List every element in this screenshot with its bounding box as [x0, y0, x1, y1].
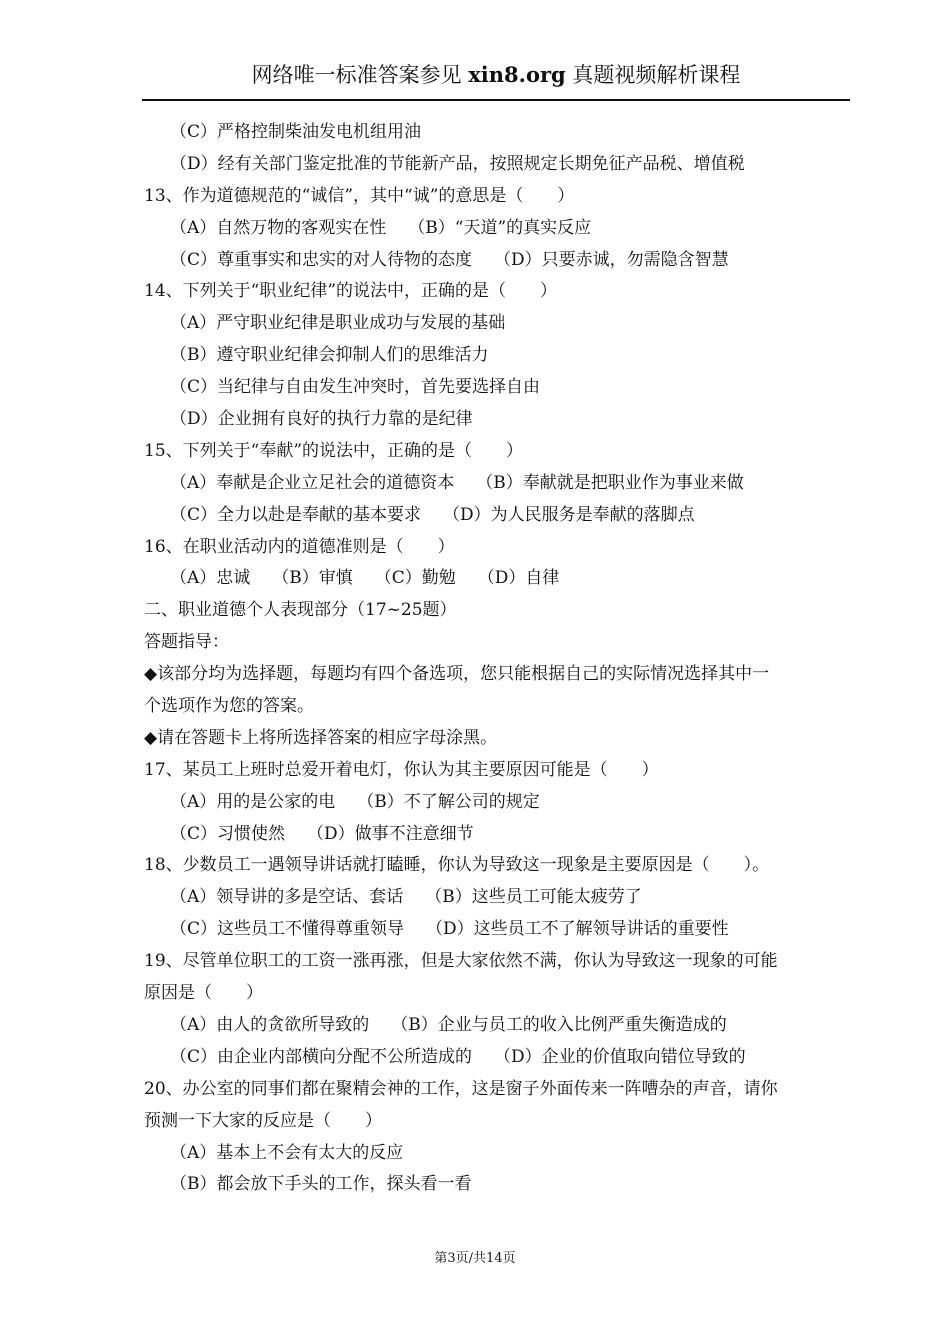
header-rule — [142, 99, 850, 101]
line-text: （D）为人民服务是奉献的落脚点 — [443, 504, 695, 525]
line-text: （B）遵守职业纪律会抑制人们的思维活力 — [170, 345, 489, 366]
line-text: （B）“天道”的真实反应 — [408, 217, 592, 238]
option-line — [144, 308, 850, 340]
option-line — [144, 882, 850, 914]
line-text: （A）用的是公家的电 — [170, 791, 336, 812]
line-text: （D）企业拥有良好的执行力靠的是纪律 — [170, 409, 473, 430]
page-header — [142, 60, 850, 90]
question-line — [144, 659, 850, 691]
option-line — [144, 213, 850, 245]
line-text: 17、某员工上班时总爱开着电灯，你认为其主要原因可能是（ ） — [144, 759, 659, 780]
line-text: （B）这些员工可能太疲劳了 — [425, 887, 642, 908]
line-text: 14、下列关于“职业纪律”的说法中，正确的是（ ） — [144, 281, 558, 302]
line-text: （C）这些员工不懂得尊重领导 — [170, 919, 405, 940]
page-footer: 第3页/共14页 — [434, 1251, 516, 1266]
line-text: 20、办公室的同事们都在聚精会神的工作，这是窗子外面传来一阵嘈杂的声音，请你 — [144, 1078, 778, 1099]
question-line — [144, 532, 850, 564]
line-text: （C）由企业内部横向分配不公所造成的 — [170, 1046, 473, 1067]
line-text: ◆该部分均为选择题，每题均有四个备选项，您只能根据自己的实际情况选择其中一 — [144, 664, 770, 685]
option-line — [144, 1042, 850, 1074]
header-site: xin8.org — [468, 62, 566, 87]
question-line — [144, 627, 850, 659]
line-text: 18、少数员工一遇领导讲话就打瞌睡，你认为导致这一现象是主要原因是（ ）。 — [144, 855, 770, 876]
line-text: （C）尊重事实和忠实的对人待物的态度 — [170, 249, 473, 270]
question-line — [144, 1074, 850, 1106]
option-line — [144, 149, 850, 181]
line-text: （A）领导讲的多是空话、套话 — [170, 887, 404, 908]
line-text: （B）都会放下手头的工作，探头看一看 — [170, 1174, 472, 1195]
line-text: （C）当纪律与自由发生冲突时，首先要选择自由 — [170, 377, 541, 398]
question-line — [144, 276, 850, 308]
option-line — [144, 404, 850, 436]
line-text: 19、尽管单位职工的工资一涨再涨，但是大家依然不满，你认为导致这一现象的可能 — [144, 951, 778, 972]
option-line — [144, 372, 850, 404]
line-text: （A）忠诚 — [170, 568, 251, 589]
line-text: （A）奉献是企业立足社会的道德资本 — [170, 472, 455, 493]
option-line — [144, 1010, 850, 1042]
option-line — [144, 1169, 850, 1201]
option-line — [144, 500, 850, 532]
line-text: 15、下列关于“奉献”的说法中，正确的是（ ） — [144, 440, 524, 461]
question-line — [144, 978, 850, 1010]
line-text: （C）全力以赴是奉献的基本要求 — [170, 504, 422, 525]
document-body — [144, 117, 850, 1201]
line-text: 原因是（ ） — [144, 983, 263, 1004]
option-line — [144, 245, 850, 277]
line-text: （D）经有关部门鉴定批准的节能新产品，按照规定长期免征产品税、增值税 — [170, 153, 745, 174]
question-line — [144, 181, 850, 213]
option-line — [144, 1138, 850, 1170]
line-text: （A）由人的贪欲所导致的 — [170, 1014, 370, 1035]
line-text: （B）奉献就是把职业作为事业来做 — [476, 472, 744, 493]
option-line — [144, 787, 850, 819]
question-line — [144, 946, 850, 978]
line-text: （D）企业的价值取向错位导致的 — [494, 1046, 746, 1067]
line-text: （D）做事不注意细节 — [307, 823, 474, 844]
line-text: （B）企业与员工的收入比例严重失衡造成的 — [391, 1014, 727, 1035]
line-text: 二、职业道德个人表现部分（17~25题） — [144, 600, 457, 621]
line-text: （B）不了解公司的规定 — [357, 791, 540, 812]
option-line — [144, 340, 850, 372]
option-line — [144, 819, 850, 851]
line-text: 个选项作为您的答案。 — [144, 696, 314, 717]
line-text: （B）审慎 — [272, 568, 353, 589]
question-line — [144, 755, 850, 787]
line-text: 答题指导： — [144, 632, 229, 653]
question-line — [144, 691, 850, 723]
line-text: （A）基本上不会有太大的反应 — [170, 1142, 404, 1163]
line-text: （D）只要赤诚，勿需隐含智慧 — [494, 249, 729, 270]
line-text: 13、作为道德规范的“诚信”，其中“诚”的意思是（ ） — [144, 185, 575, 206]
line-text: （D）这些员工不了解领导讲话的重要性 — [426, 919, 729, 940]
option-line — [144, 117, 850, 149]
line-text: （C）严格控制柴油发电机组用油 — [170, 122, 422, 142]
question-line — [144, 436, 850, 468]
option-line — [144, 914, 850, 946]
line-text: 预测一下大家的反应是（ ） — [144, 1110, 382, 1131]
line-text: （A）严守职业纪律是职业成功与发展的基础 — [170, 313, 506, 334]
question-line — [144, 850, 850, 882]
header-prefix: 网络唯一标准答案参见 — [251, 63, 462, 87]
question-line — [144, 1106, 850, 1138]
line-text: 16、在职业活动内的道德准则是（ ） — [144, 536, 455, 557]
line-text: ◆请在答题卡上将所选择答案的相应字母涂黑。 — [144, 727, 498, 748]
question-line — [144, 595, 850, 627]
line-text: （A）自然万物的客观实在性 — [170, 217, 387, 238]
line-text: （C）习惯使然 — [170, 823, 286, 844]
line-text: （D）自律 — [477, 568, 560, 589]
option-line — [144, 563, 850, 595]
line-text: （C）勤勉 — [374, 568, 456, 589]
option-line — [144, 468, 850, 500]
header-suffix: 真题视频解析课程 — [572, 63, 741, 87]
question-line — [144, 723, 850, 755]
